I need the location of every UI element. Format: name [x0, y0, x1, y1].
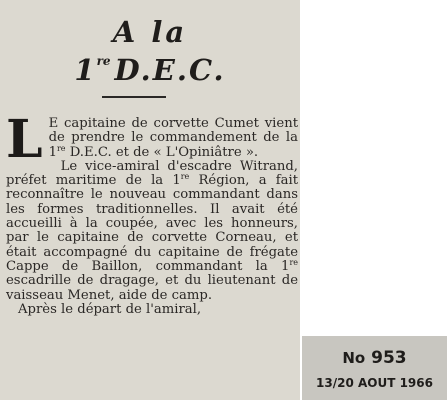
text-run: Après le départ de l'amiral, — [18, 301, 202, 317]
article-paragraph-2 — [6, 160, 298, 303]
text-run: escadrille de dragage, et du lieutenant de vaisseau Menet, aide de camp. — [6, 273, 298, 303]
issue-number-label: No — [342, 349, 366, 367]
article-paragraph-3 — [6, 303, 298, 317]
headline-rule — [102, 96, 166, 98]
ordinal-suffix: re — [289, 257, 298, 267]
text-run: Le vice-amiral d'escadre Witrand, préfet maritime de la 1 — [6, 158, 298, 189]
issue-number-value: 953 — [371, 348, 407, 368]
text-run: Région, a fait reconnaître le nouveau commandant dans les formes traditionnelles. Il avait été accueilli à la coupée, avec les honneurs, par le capitaine de corvette Corneau, et était accompagné du capitaine de frégate Cappe de Baillon, commandant la 1 — [6, 173, 299, 274]
text-run: D.E.C. et de « L'Opiniâtre ». — [65, 144, 259, 160]
issue-date: 13/20 AOUT 1966 — [316, 376, 433, 390]
headline-line-2 — [0, 55, 300, 85]
text-run: E capitaine de corvette Cumet vient de prendre le commandement de la 1 — [48, 116, 298, 160]
ordinal-suffix: re — [56, 143, 66, 153]
article-body — [6, 109, 299, 317]
headline-ordinal: 1 — [74, 53, 97, 87]
headline-unit: D.E.C. — [114, 53, 226, 87]
headline-line-1: A la — [112, 15, 188, 49]
drop-cap: L — [6, 109, 43, 170]
issue-number — [302, 348, 447, 368]
ordinal-suffix: re — [180, 172, 190, 182]
headline-ordinal-suffix: re — [96, 54, 111, 68]
issue-badge — [302, 336, 447, 400]
article-paragraph-1 — [6, 109, 298, 170]
